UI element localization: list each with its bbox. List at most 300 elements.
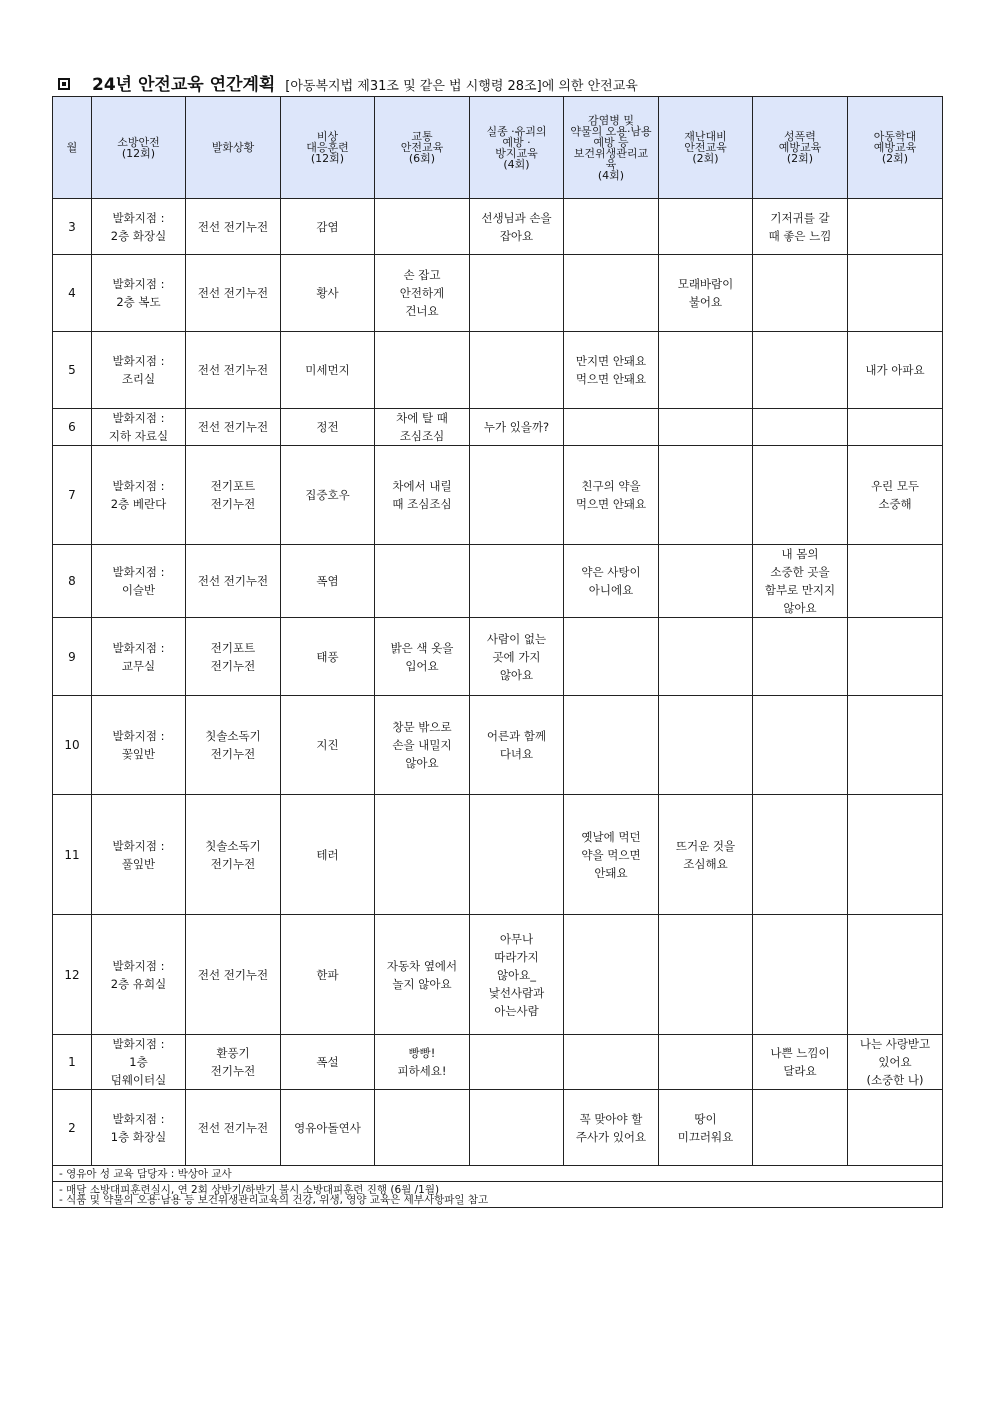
table-cell	[92, 255, 186, 332]
header-line: 예방교육	[778, 141, 822, 154]
table-cell	[375, 1035, 470, 1090]
table-row	[53, 446, 943, 545]
cell-line: 발화지점 :	[112, 1111, 165, 1126]
header-line: 감염병 및	[587, 113, 634, 127]
table-cell	[659, 255, 753, 332]
cell-line: 칫솔소독기	[205, 729, 261, 743]
table-cell	[753, 255, 848, 332]
header-line: 교통	[411, 130, 433, 143]
table-cell	[753, 795, 848, 915]
cell-line: 아무나	[499, 931, 534, 946]
footnote	[53, 1166, 943, 1182]
table-cell	[659, 545, 753, 618]
table-cell	[281, 1090, 375, 1166]
table-cell	[848, 409, 943, 446]
cell-line: 손을 내밀지	[392, 738, 452, 752]
cell-line: 한파	[316, 967, 339, 982]
table-cell	[375, 332, 470, 409]
table-cell	[659, 332, 753, 409]
table-cell	[281, 696, 375, 795]
table-cell	[186, 618, 281, 696]
cell-line: 발화지점 :	[112, 277, 165, 291]
table-cell	[848, 618, 943, 696]
cell-line: 차에서 내릴	[392, 479, 452, 493]
table-cell	[564, 696, 659, 795]
table-cell	[659, 696, 753, 795]
cell-line: 영유아돌연사	[294, 1120, 361, 1135]
cell-line: 전기누전	[210, 658, 256, 673]
header-line: 예방 ·	[502, 135, 531, 149]
cell-line: 전선 전기누전	[197, 967, 269, 982]
cell-line: 칫솔소독기	[205, 838, 261, 853]
table-cell	[848, 795, 943, 915]
table-cell	[564, 618, 659, 696]
cell-line: 조심조심	[399, 429, 445, 443]
table-cell	[375, 199, 470, 255]
cell-line: 전기누전	[210, 497, 256, 511]
header-line: 비상	[316, 130, 339, 143]
footnote-line: - 매달 소방대피훈련실시, 연 2회 상반기/하반기 불시 소방대피훈련 진행 (6월 /1월)	[59, 1183, 440, 1196]
table-cell	[753, 199, 848, 255]
table-cell	[92, 1035, 186, 1090]
table-cell	[470, 1090, 564, 1166]
table-cell	[375, 696, 470, 795]
cell-line: (소중한 나)	[866, 1073, 924, 1087]
cell-line: 발화지점 :	[112, 210, 165, 225]
cell-line: 8	[68, 574, 76, 588]
cell-line: 어른과 함께	[486, 729, 547, 743]
month-cell	[53, 409, 92, 446]
table-cell	[375, 446, 470, 545]
table-cell	[375, 409, 470, 446]
cell-line: 전선 전기누전	[197, 1120, 269, 1135]
header-line: 예방교육	[873, 141, 917, 154]
title-main: 24년 안전교육 연간계획	[92, 75, 276, 95]
cell-line: 않아요	[783, 601, 817, 615]
table-cell	[848, 446, 943, 545]
cell-line: 전선 전기누전	[197, 286, 269, 300]
column-header	[92, 97, 186, 199]
table-cell	[281, 545, 375, 618]
table-cell	[848, 255, 943, 332]
cell-line: 폭염	[316, 574, 339, 588]
header-line: 성폭력	[784, 130, 816, 143]
cell-line: 지하 자료실	[108, 429, 169, 443]
cell-line: 미세먼지	[305, 363, 350, 377]
cell-line: 땅이	[694, 1111, 717, 1126]
cell-line: 않아요	[499, 667, 534, 682]
table-cell	[848, 1090, 943, 1166]
cell-line: 7	[68, 488, 76, 502]
cell-line: 선생님과 손을	[481, 210, 552, 225]
cell-line: 먹으면 안돼요	[575, 497, 647, 511]
table-cell	[470, 696, 564, 795]
table-row	[53, 795, 943, 915]
cell-line: 기저귀를 갈	[770, 210, 830, 225]
cell-line: 4	[68, 286, 76, 300]
month-cell	[53, 915, 92, 1035]
table-cell	[92, 696, 186, 795]
cell-line: 뜨거운 것을	[675, 838, 736, 853]
cell-line: 안돼요	[594, 865, 628, 880]
table-cell	[470, 255, 564, 332]
header-line: 안전교육	[400, 141, 444, 154]
cell-line: 환풍기	[216, 1046, 250, 1060]
cell-line: 전기포트	[210, 640, 256, 655]
table-row	[53, 1035, 943, 1090]
table-cell	[281, 1035, 375, 1090]
cell-line: 발화지점 :	[112, 411, 165, 425]
header-line: 보건위생관리교	[573, 146, 649, 160]
cell-line: 미끄러워요	[677, 1129, 734, 1144]
cell-line: 덤웨이터실	[110, 1073, 167, 1087]
header-line: 발화상황	[211, 141, 255, 154]
cell-line: 밝은 색 옷을	[390, 640, 454, 655]
cell-line: 우린 모두	[870, 479, 920, 493]
table-cell	[470, 332, 564, 409]
table-cell	[470, 545, 564, 618]
table-cell	[753, 915, 848, 1035]
cell-line: 있어요	[878, 1055, 912, 1069]
table-cell	[375, 915, 470, 1035]
cell-line: 주사가 있어요	[575, 1129, 647, 1144]
cell-line: 입어요	[405, 658, 439, 673]
column-header	[848, 97, 943, 199]
month-cell	[53, 255, 92, 332]
table-cell	[470, 1035, 564, 1090]
table-cell	[186, 1035, 281, 1090]
table-cell	[753, 1035, 848, 1090]
month-cell	[53, 1090, 92, 1166]
table-cell	[92, 409, 186, 446]
table-row	[53, 332, 943, 409]
cell-line: 누가 있을까?	[483, 420, 550, 434]
cell-line: 폭설	[316, 1055, 339, 1069]
table-cell	[659, 1090, 753, 1166]
table-cell	[848, 199, 943, 255]
table-cell	[186, 915, 281, 1035]
column-header	[564, 97, 659, 199]
cell-line: 내 몸의	[781, 547, 819, 561]
table-cell	[659, 618, 753, 696]
header-line: (12회)	[121, 146, 156, 160]
table-cell	[848, 696, 943, 795]
table-cell	[186, 255, 281, 332]
cell-line: 놀지 않아요	[392, 976, 452, 991]
header-line: 대응훈련	[306, 141, 349, 154]
header-line: 실종 ·유괴의	[486, 124, 547, 138]
table-cell	[659, 409, 753, 446]
cell-line: 빵빵!	[408, 1046, 436, 1060]
cell-line: 사람이 없는	[486, 631, 547, 646]
table-cell	[92, 1090, 186, 1166]
cell-line: 나는 사랑받고	[859, 1037, 931, 1051]
cell-line: 모래바람이	[677, 277, 734, 291]
footnote-line: - 식품 및 약물의 오용·남용 등 보건위생관리교육의 건강, 위생, 영양 교육은 세부사항파일 참고	[59, 1193, 489, 1206]
table-row	[53, 1090, 943, 1166]
table-cell	[186, 446, 281, 545]
header-line: 아동학대	[873, 130, 917, 143]
table-row	[53, 409, 943, 446]
month-cell	[53, 618, 92, 696]
cell-line: 테러	[316, 847, 339, 862]
cell-line: 감염	[316, 219, 339, 234]
table-cell	[375, 255, 470, 332]
cell-line: 전기누전	[210, 1064, 256, 1078]
table-cell	[470, 795, 564, 915]
cell-line: 약은 사탕이	[581, 565, 641, 579]
table-cell	[848, 915, 943, 1035]
column-header	[753, 97, 848, 199]
cell-line: 먹으면 안돼요	[575, 372, 647, 386]
cell-line: 태풍	[316, 649, 339, 664]
column-header	[470, 97, 564, 199]
table-cell	[92, 795, 186, 915]
cell-line: 내가 아파요	[865, 363, 925, 377]
table-cell	[281, 199, 375, 255]
table-cell	[186, 332, 281, 409]
cell-line: 때 조심조심	[392, 497, 452, 511]
cell-line: 9	[68, 649, 76, 664]
cell-line: 꼭 맞아야 할	[579, 1111, 643, 1126]
table-cell	[281, 332, 375, 409]
header-line: 안전교육	[684, 141, 727, 154]
cell-line: 2층 복도	[116, 295, 161, 309]
cell-line: 손 잡고	[403, 268, 441, 282]
cell-line: 낯선사람과	[488, 985, 545, 1000]
cell-line: 2층 유희실	[110, 976, 167, 991]
table-cell	[659, 795, 753, 915]
column-header	[659, 97, 753, 199]
table-row	[53, 199, 943, 255]
cell-line: 아니에요	[588, 583, 634, 597]
table-cell	[753, 1090, 848, 1166]
table-cell	[659, 446, 753, 545]
cell-line: 달라요	[783, 1064, 817, 1078]
cell-line: 소중한 곳을	[770, 565, 830, 579]
table-row	[53, 545, 943, 618]
cell-line: 5	[68, 363, 76, 377]
cell-line: 전기누전	[210, 856, 256, 871]
header-line: 소방안전	[117, 135, 160, 149]
header-row	[53, 97, 943, 199]
header-line: 재난대비	[684, 130, 727, 143]
table-cell	[375, 618, 470, 696]
table-row	[53, 696, 943, 795]
cell-line: 전선 전기누전	[197, 363, 269, 377]
cell-line: 전기포트	[210, 479, 256, 493]
table-row	[53, 915, 943, 1035]
table-cell	[848, 545, 943, 618]
table-cell	[470, 618, 564, 696]
cell-line: 발화지점 :	[112, 479, 165, 493]
table-cell	[92, 199, 186, 255]
table-row	[53, 255, 943, 332]
cell-line: 피하세요!	[397, 1064, 447, 1078]
note-row	[53, 1182, 943, 1208]
cell-line: 발화지점 :	[112, 565, 165, 579]
column-header	[53, 97, 92, 199]
month-cell	[53, 545, 92, 618]
month-cell	[53, 446, 92, 545]
column-header	[375, 97, 470, 199]
cell-line: 옛날에 먹던	[581, 829, 641, 844]
cell-line: 친구의 약을	[581, 479, 641, 493]
footnote	[53, 1182, 943, 1208]
month-cell	[53, 199, 92, 255]
cell-line: 발화지점 :	[112, 640, 165, 655]
cell-line: 따라가지	[494, 949, 539, 964]
cell-line: 건너요	[405, 304, 439, 318]
table-row	[53, 618, 943, 696]
cell-line: 1층 화장실	[110, 1129, 167, 1144]
table-cell	[186, 199, 281, 255]
table-cell	[92, 446, 186, 545]
cell-line: 지진	[316, 738, 339, 752]
header-line: 월	[66, 141, 78, 154]
cell-line: 약을 먹으면	[581, 847, 641, 862]
cell-line: 2층 베란다	[110, 497, 167, 511]
table-cell	[281, 409, 375, 446]
table-cell	[753, 696, 848, 795]
table-cell	[186, 409, 281, 446]
cell-line: 1층	[129, 1055, 148, 1069]
header-line: (2회)	[881, 152, 909, 165]
table-cell	[470, 199, 564, 255]
cell-line: 전선 전기누전	[197, 219, 269, 234]
cell-line: 정전	[316, 420, 339, 434]
table-cell	[659, 1035, 753, 1090]
table-cell	[848, 332, 943, 409]
table-cell	[564, 915, 659, 1035]
table-cell	[753, 409, 848, 446]
cell-line: 다녀요	[499, 747, 534, 761]
table-cell	[659, 915, 753, 1035]
header-line: (6회)	[408, 152, 436, 165]
note-row	[53, 1166, 943, 1182]
table-cell	[281, 795, 375, 915]
cell-line: 만지면 안돼요	[575, 354, 647, 368]
cell-line: 꽃잎반	[121, 747, 156, 761]
cell-line: 2층 화장실	[110, 228, 167, 243]
cell-line: 발화지점 :	[112, 729, 165, 743]
table-cell	[281, 446, 375, 545]
table-cell	[470, 446, 564, 545]
header-line: (2회)	[786, 152, 814, 165]
table-cell	[470, 409, 564, 446]
table-cell	[281, 255, 375, 332]
cell-line: 함부로 만지지	[764, 583, 836, 597]
square-bullet-icon	[58, 78, 70, 90]
cell-line: 나쁜 느낌이	[770, 1046, 830, 1060]
table-cell	[92, 915, 186, 1035]
table-body	[53, 199, 943, 1208]
cell-line: 발화지점 :	[112, 958, 165, 973]
cell-line: 전선 전기누전	[197, 574, 269, 588]
table-cell	[186, 795, 281, 915]
table-cell	[564, 1090, 659, 1166]
table-cell	[92, 618, 186, 696]
cell-line: 황사	[316, 286, 339, 300]
header-line: (4회)	[503, 157, 530, 171]
table-cell	[564, 409, 659, 446]
month-cell	[53, 1035, 92, 1090]
footnote-line: - 영유아 성 교육 담당자 : 박상아 교사	[59, 1167, 232, 1180]
header-line: (12회)	[310, 152, 345, 165]
header-line: 약물의 오용·남용	[570, 124, 652, 138]
cell-line: 발화지점 :	[112, 838, 165, 853]
month-cell	[53, 332, 92, 409]
page-title	[58, 70, 958, 94]
cell-line: 발화지점 :	[112, 1037, 165, 1051]
table-cell	[564, 332, 659, 409]
cell-line: 않아요_	[496, 967, 537, 982]
table-cell	[564, 446, 659, 545]
header-line: (4회)	[597, 168, 625, 182]
header-line: (2회)	[692, 152, 719, 165]
cell-line: 3	[68, 219, 76, 234]
cell-line: 11	[64, 847, 80, 862]
table-cell	[92, 332, 186, 409]
column-header	[186, 97, 281, 199]
month-cell	[53, 696, 92, 795]
cell-line: 안전하게	[399, 286, 445, 300]
table-cell	[186, 1090, 281, 1166]
title-subtitle: [아동복지법 제31조 및 같은 법 시행령 28조]에 의한 안전교육	[285, 79, 638, 94]
header-line: 육	[605, 157, 617, 171]
cell-line: 곳에 가지	[492, 649, 541, 664]
table-cell	[564, 1035, 659, 1090]
table-cell	[375, 545, 470, 618]
cell-line: 아는사람	[494, 1003, 539, 1018]
cell-line: 10	[64, 738, 80, 752]
cell-line: 풀잎반	[121, 856, 156, 871]
table-cell	[753, 618, 848, 696]
column-header	[281, 97, 375, 199]
cell-line: 불어요	[688, 295, 723, 309]
cell-line: 전선 전기누전	[197, 420, 269, 434]
header-line: 예방 등	[593, 135, 629, 149]
cell-line: 6	[68, 420, 76, 434]
table-cell	[753, 545, 848, 618]
table-cell	[281, 915, 375, 1035]
cell-line: 교무실	[121, 658, 156, 673]
table-cell	[564, 795, 659, 915]
cell-line: 조심해요	[683, 856, 728, 871]
cell-line: 조리실	[121, 372, 156, 386]
table-cell	[281, 618, 375, 696]
cell-line: 2	[68, 1120, 76, 1135]
cell-line: 12	[64, 967, 80, 982]
cell-line: 자동차 옆에서	[386, 958, 458, 973]
header-line: 방지교육	[495, 146, 538, 160]
table-cell	[564, 199, 659, 255]
table-cell	[186, 545, 281, 618]
cell-line: 이슬반	[121, 583, 156, 597]
table-cell	[659, 199, 753, 255]
table-cell	[186, 696, 281, 795]
table-cell	[753, 332, 848, 409]
table-cell	[375, 1090, 470, 1166]
cell-line: 전기누전	[210, 747, 256, 761]
safety-plan-table	[52, 96, 943, 1208]
cell-line: 소중해	[878, 497, 912, 511]
cell-line: 잡아요	[499, 228, 534, 243]
table-cell	[564, 545, 659, 618]
cell-line: 1	[68, 1055, 76, 1069]
cell-line: 창문 밖으로	[392, 720, 452, 734]
cell-line: 발화지점 :	[112, 354, 165, 368]
